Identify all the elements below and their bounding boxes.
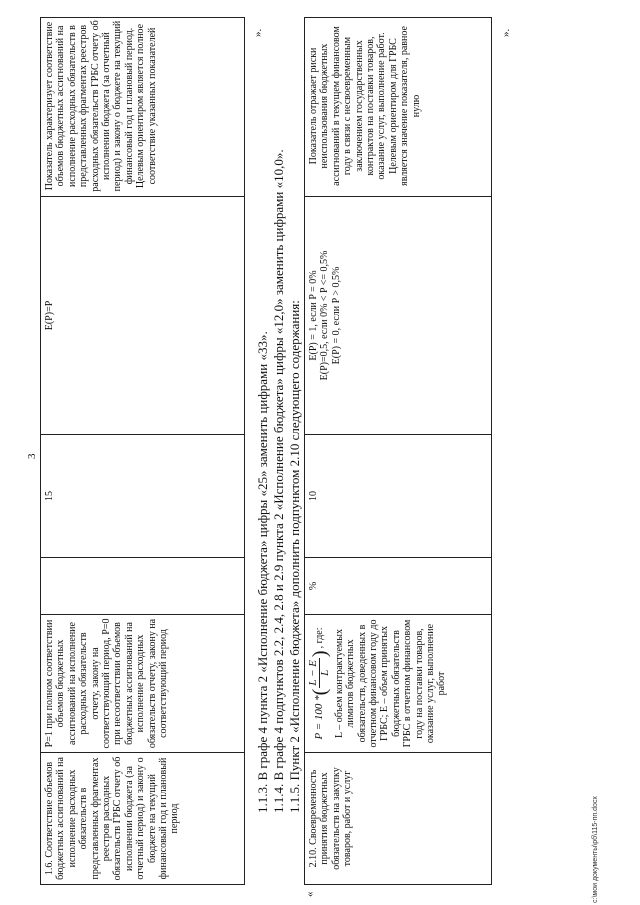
formula-denominator: L: [319, 669, 332, 676]
opening-quote: «: [304, 891, 316, 897]
table-cell-evaluation: E(P)=P: [41, 196, 244, 434]
formula-numerator: L − E: [307, 660, 319, 686]
formula-lhs: P = 100 *: [313, 695, 326, 740]
formula-fraction: [308, 658, 332, 688]
formula-description: L – объем контрактуемых лимитов бюджетных обязательств, доведенных в отчетном финансовом году до ГРБС; E – объем принятых бюджетных обязательств ГРБС в отчетном финансовом году на поставки товаров, оказание услуг, выполнение работ: [333, 619, 448, 748]
table-indicator-2-10: [304, 17, 492, 885]
table-cell-comment: Показатель характеризует соответствие объемов бюджетных ассигнований на исполнение расходных обязательств в представленных фрагментах реестров расходных обязательств ГРБС отчету об исполнении бюджета (за отчетный период) и закону о бюджете на текущий финансовый год и плановый период. Целевым ориентиром является полное соответствие указанных показателей: [44, 20, 158, 192]
table-cell-evaluation: [305, 196, 491, 434]
table-cell-weight: 15: [41, 434, 244, 557]
paren-close-icon: ): [308, 650, 331, 658]
table-indicator-1-6: [40, 17, 245, 885]
condition-3: E(P) = 0, если P > 0,5%: [330, 266, 342, 365]
closing-quote-1: ».: [252, 28, 264, 37]
condition-2: E(P)=0,5, если 0% < P <= 0,5%: [319, 250, 331, 381]
amendment-1-1-4: 1.1.4. В графе 4 подпунктов 2.2, 2.4, 2.8 и 2.9 пункта 2 «Исполнение бюджета» цифры «12,0» заменить цифрами «10,0».: [271, 149, 286, 813]
amendment-1-1-5: 1.1.5. Пункт 2 «Исполнение бюджета» дополнить подпунктом 2.10 следующего содержания:: [287, 300, 302, 813]
formula-tail: , где:: [314, 627, 326, 649]
footer-file-path: c:\мои документы\рб\115-пп.docx: [592, 796, 599, 903]
table-cell-unit: %: [305, 557, 491, 614]
paren-open-icon: (: [308, 688, 331, 696]
table-cell-formula: P=1 при полном соответствии объемов бюджетных ассигнований на исполнение расходных обязательств отчету, закону на соответствующий период, P=0 при несоответствии объемов бюджетных ассигнований на исполнение расходных обязательств отчету, закону на соответствующий период: [41, 614, 244, 752]
closing-quote-2: ».: [500, 28, 512, 37]
amendment-1-1-3: 1.1.3. В графе 4 пункта 2 «Исполнение бюджета» цифры «25» заменить цифрами «33».: [255, 331, 270, 813]
table-cell-formula: [305, 614, 491, 752]
table-cell-unit: [41, 557, 244, 614]
table-cell-indicator-name: 2.10. Своевременность принятия бюджетных обязательств на закупку товаров, работ и услуг: [305, 752, 491, 884]
table-cell-weight: 10: [305, 434, 491, 557]
condition-1: E(P) = 1, если P = 0%: [308, 270, 319, 361]
table-cell-indicator-name: 1.6. Соответствие объемов бюджетных ассигнований на исполнение расходных обязательств в представленных фрагментах реестров расходных обязательств ГРБС отчету об исполнении бюджета (за отчетный период) и закону о бюджете на текущий финансовый год и плановый период: [41, 752, 244, 884]
table-cell-comment: Показатель отражает риски неиспользования бюджетных ассигнований в текущем финансовом году в связи с несвоевременным заключением государственных контрактов на поставки товаров, оказание услуг, выполнение работ. Целевым ориентиром для ГРБС является значение показателя, равное нулю: [308, 26, 422, 186]
formula-expression: [308, 618, 332, 749]
page-number: 3: [26, 453, 38, 459]
